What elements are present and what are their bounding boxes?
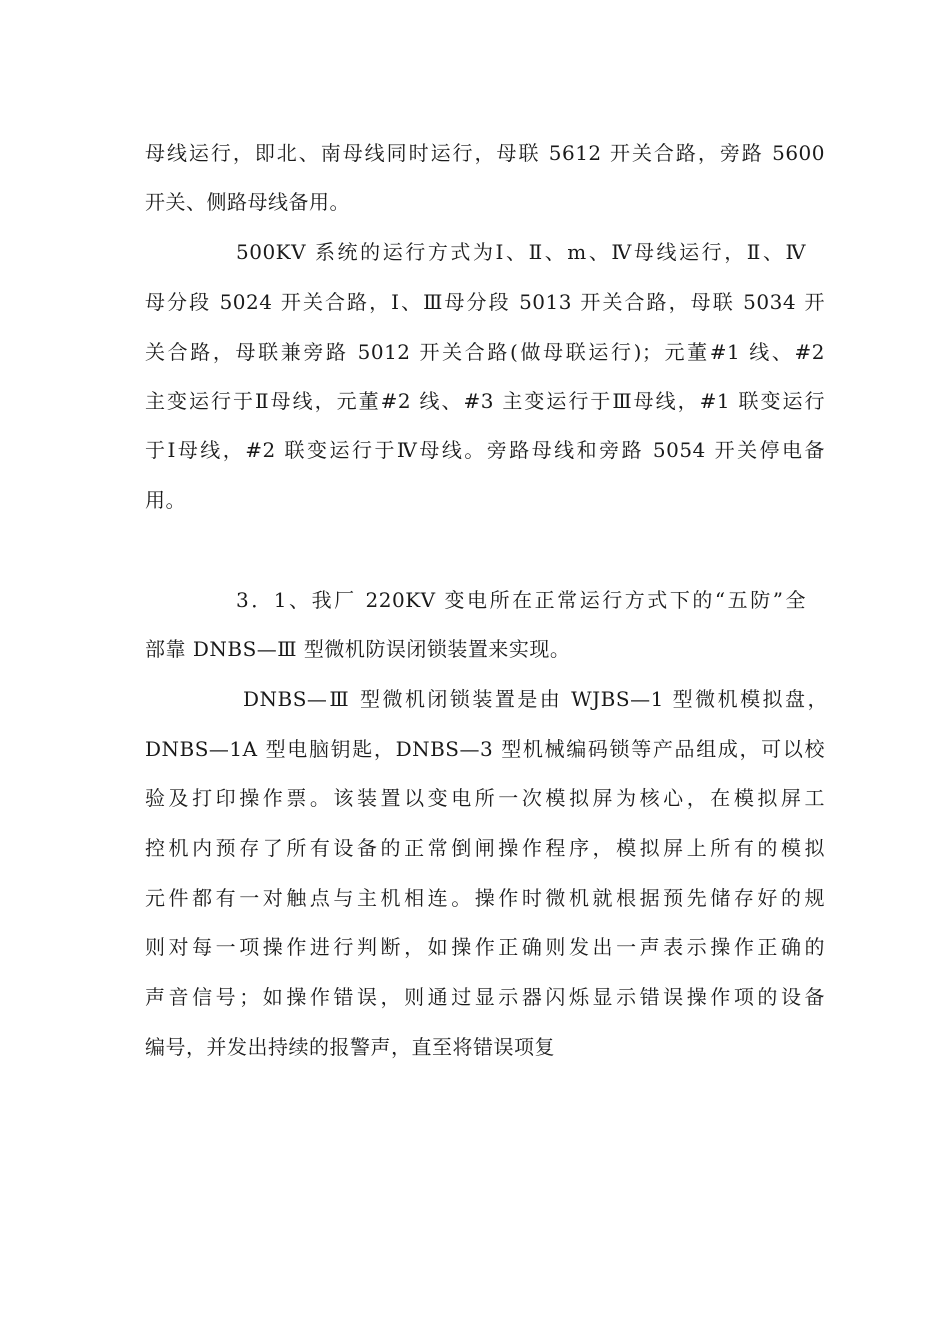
text-line: 母线运行，即北、南母线同时运行，母联 5612 开关合路，旁路 5600 (145, 141, 825, 165)
text-line: 则对每一项操作进行判断，如操作正确则发出一声表示操作正确的 (145, 935, 825, 959)
text-line: 验及打印操作票。该装置以变电所一次模拟屏为核心，在模拟屏工 (145, 786, 825, 810)
text-line: 于Ⅰ母线，#2 联变运行于Ⅳ母线。旁路母线和旁路 5054 开关停电备 (145, 438, 825, 462)
text-line: 开关、侧路母线备用。 (145, 190, 350, 214)
text-line: 元件都有一对触点与主机相连。操作时微机就根据预先储存好的规 (145, 886, 825, 910)
text-line: 关合路，母联兼旁路 5012 开关合路(做母联运行)；元董#1 线、#2 (145, 340, 825, 364)
text-line: 声音信号；如操作错误，则通过显示器闪烁显示错误操作项的设备 (145, 985, 825, 1009)
text-line: 母分段 5024 开关合路，Ⅰ、Ⅲ母分段 5013 开关合路，母联 5034 开 (145, 290, 825, 314)
text-line: 500KV 系统的运行方式为Ⅰ、Ⅱ、m、Ⅳ母线运行，Ⅱ、Ⅳ (236, 240, 806, 264)
text-line: DNBS—1A 型电脑钥匙，DNBS—3 型机械编码锁等产品组成，可以校 (145, 737, 825, 761)
text-line: DNBS—Ⅲ 型微机闭锁装置是由 WJBS—1 型微机模拟盘， (243, 687, 828, 711)
text-line: 3．1、我厂 220KV 变电所在正常运行方式下的“五防”全 (236, 588, 806, 612)
text-line: 控机内预存了所有设备的正常倒闸操作程序，模拟屏上所有的模拟 (145, 836, 825, 860)
text-line: 部靠 DNBS—Ⅲ 型微机防误闭锁装置来实现。 (145, 637, 571, 661)
text-line: 编号，并发出持续的报警声，直至将错误项复 (145, 1035, 555, 1059)
text-line: 主变运行于Ⅱ母线，元董#2 线、#3 主变运行于Ⅲ母线，#1 联变运行 (145, 389, 825, 413)
text-line: 用。 (145, 488, 186, 512)
